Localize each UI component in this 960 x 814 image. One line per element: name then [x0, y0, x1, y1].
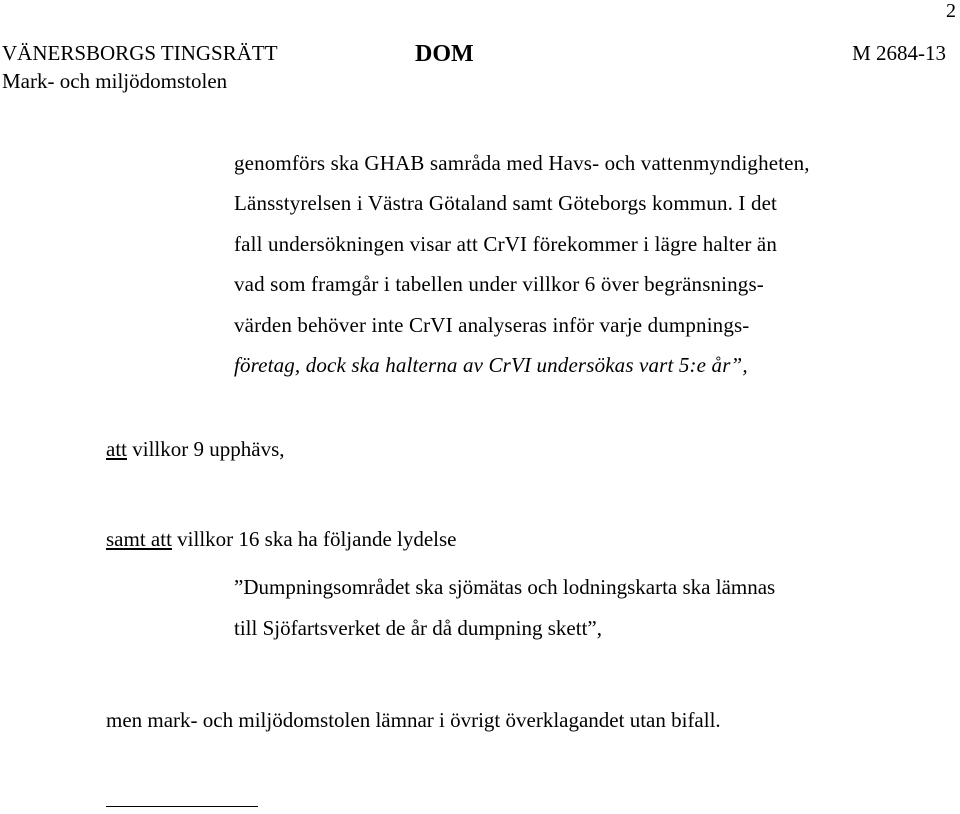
- page-number: 2: [946, 0, 956, 22]
- quote-line: vad som framgår i tabellen under villkor 6 över begränsnings-: [234, 272, 764, 296]
- footnote-separator: [106, 806, 258, 807]
- court-division: Mark- och miljödomstolen: [2, 69, 228, 93]
- clause-16-text: villkor 16 ska ha följande lydelse: [171, 527, 457, 551]
- quote-line: Länsstyrelsen i Västra Götaland samt Göteborgs kommun. I det: [234, 191, 778, 215]
- closing-paragraph: men mark- och miljödomstolen lämnar i övrigt överklagandet utan bifall.: [106, 708, 721, 732]
- court-name: VÄNERSBORGS TINGSRÄTT: [2, 41, 278, 65]
- document-type: DOM: [415, 41, 474, 67]
- quote-line-italic: företag, dock ska halterna av CrVI undersökas vart 5:e år”,: [234, 353, 748, 377]
- clause-16-paragraph: [106, 527, 457, 552]
- condition-16-line: ”Dumpningsområdet ska sjömätas och lodningskarta ska lämnas: [234, 575, 776, 599]
- case-number: M 2684-13: [852, 41, 946, 65]
- quote-line: genomförs ska GHAB samråda med Havs- och vattenmyndigheten,: [234, 151, 810, 175]
- condition-16-line: till Sjöfartsverket de år då dumpning skett”,: [234, 616, 602, 640]
- samt-att-underlined: samt att: [106, 527, 172, 551]
- quote-line: fall undersökningen visar att CrVI förekommer i lägre halter än: [234, 232, 778, 256]
- clause-9-text: villkor 9 upphävs,: [127, 437, 285, 461]
- quote-line: värden behöver inte CrVI analyseras inför varje dumpnings-: [234, 313, 750, 337]
- att-underlined: att: [106, 437, 127, 461]
- clause-9-paragraph: [106, 437, 285, 462]
